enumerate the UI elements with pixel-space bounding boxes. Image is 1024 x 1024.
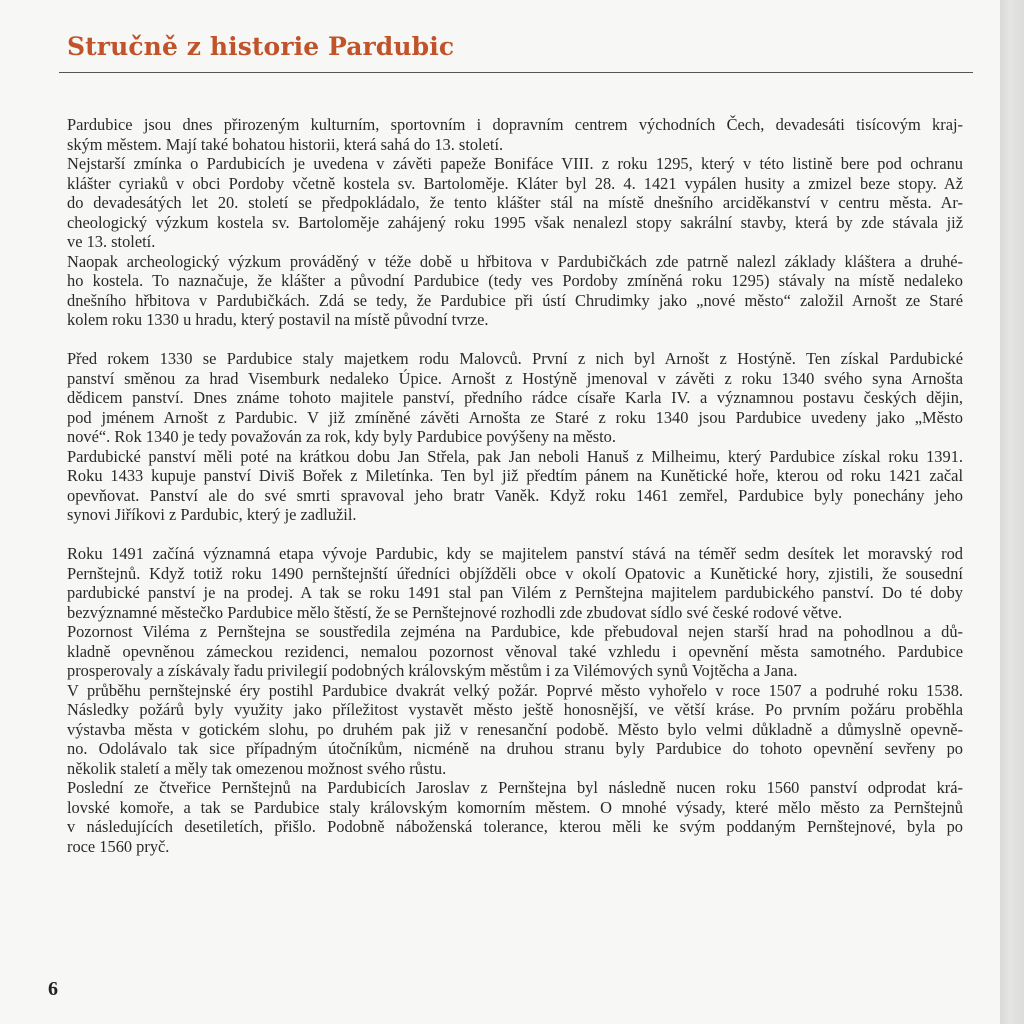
text-line: opevňovat. Panství ale do své smrti spravoval jeho bratr Vaněk. Když roku 1461 zemřel, Pardubice byly ponechány jeho (67, 485, 963, 505)
title-rule (59, 72, 973, 73)
text-line: Pardubice jsou dnes přirozeným kulturním, sportovním i dopravním centrem východních Čech, devadesáti tisícovým kraj- (67, 115, 963, 134)
text-line: nové“. Rok 1340 je tedy považován za rok, kdy byly Pardubice povýšeny na město. (67, 427, 616, 446)
paragraph-9 (67, 778, 963, 856)
text-line: ským městem. Mají také bohatou historii, která sahá do 13. století. (67, 134, 504, 154)
text-line: ve 13. století. (67, 232, 156, 251)
paragraph-3 (67, 252, 963, 330)
paragraph-1 (67, 115, 963, 154)
article-body (67, 115, 963, 856)
text-line: prosperovaly a získávaly řadu privilegií podobných královským městům i za Vilémových synů Vojtěcha a Jana. (67, 661, 798, 680)
paragraph-5 (67, 447, 963, 525)
text-line: v následujících desetiletích, přišlo. Podobně náboženská tolerance, kterou měli ke svým poddaným Pernštejnové, byla po (67, 817, 963, 836)
text-line: ho kostela. To naznačuje, že klášter a původní Pardubice (tedy ves Pordoby zmíněná roku 1295) stávaly na místě nedaleko (67, 271, 963, 290)
text-line: Pernštejnů. Když totiž roku 1490 pernštejnští úředníci objížděli obce v okolí Opatovic a Kunětické hory, zjistili, že sousední (67, 563, 963, 583)
text-line: panství směnou za hrad Visemburk nedaleko Úpice. Arnošt z Hostýně jmenoval v závěti z roku 1340 svého syna Arnošta (67, 368, 963, 388)
text-line: kolem roku 1330 u hradu, který postavil na místě původní tvrze. (67, 310, 489, 329)
text-line: Následky požárů byly využity jako příležitost vystavět město ještě honosnější, ve větší kráse. Po prvním požáru proběhla (67, 700, 963, 719)
text-line: Roku 1433 kupuje panství Diviš Bořek z Miletínka. Ten byl již předtím pánem na Kunětické hoře, kterou od roku 1421 začal (67, 466, 963, 485)
text-line: Roku 1491 začíná významná etapa vývoje Pardubic, kdy se majitelem panství stává na téměř sedm desítek let moravský rod (67, 544, 963, 563)
text-line: pardubické panství je na prodej. A tak se roku 1491 stal pan Vilém z Pernštejna majitelem pardubického panství. Do té doby (67, 583, 963, 602)
text-line: Pardubické panství měli poté na krátkou dobu Jan Střela, pak Jan neboli Hanuš z Milheimu, který Pardubice získal roku 1391. (67, 446, 963, 466)
paragraph-6 (67, 544, 963, 622)
paragraph-2 (67, 154, 963, 252)
text-line: klášter cyriaků v obci Pordoby včetně kostela sv. Bartoloměje. Kláter byl 28. 4. 1421 vypálen husity a zmizel beze stopy. Až (67, 173, 963, 193)
text-line: pod jménem Arnošt z Pardubic. V již zmíněné závěti Arnošta ze Staré z roku 1340 jsou Pardubice uvedeny jako „Město (67, 407, 963, 427)
text-line: několik staletí a měly tak omezenou možnost svého růstu. (67, 758, 447, 778)
paragraph-4 (67, 349, 963, 447)
text-line: do devadesátých let 20. století se předpokládalo, že tento klášter stál na místě dnešního arciděkanství v centru města. Ar- (67, 193, 963, 212)
page-title: Stručně z historie Pardubic (67, 32, 455, 61)
text-line: Naopak archeologický výzkum prováděný v téže době u hřbitova v Pardubičkách zde patrně nalezl základy kláštera a druhé- (67, 251, 963, 271)
text-line: dnešního hřbitova v Pardubičkách. Zdá se tedy, že Pardubice při ústí Chrudimky jako „nové město“ založil Arnošt ze Staré (67, 290, 963, 310)
paragraph-gap (67, 525, 963, 545)
paragraph-gap (67, 330, 963, 350)
book-page-edge (1000, 0, 1024, 1024)
text-line: roce 1560 pryč. (67, 836, 170, 856)
text-line: Před rokem 1330 se Pardubice staly majetkem rodu Malovců. První z nich byl Arnošt z Hostýně. Ten získal Pardubické (67, 349, 963, 368)
text-line: lovské komoře, a tak se Pardubice staly královským komorním městem. O mnohé výsady, které mělo město za Pernštejnů (67, 797, 963, 817)
text-line: V průběhu pernštejnské éry postihl Pardubice dvakrát velký požár. Poprvé město vyhořelo v roce 1507 a podruhé roku 1538. (67, 680, 963, 700)
text-line: bezvýznamné městečko Pardubice mělo štěstí, že se Pernštejnové rozhodli zde zbudovat sídlo své české rodové větve. (67, 602, 843, 622)
text-line: Nejstarší zmínka o Pardubicích je uvedena v závěti papeže Bonifáce VIII. z roku 1295, který v této listině bere pod ochranu (67, 154, 963, 173)
text-line: dědicem panství. Dnes známe tohoto majitele panství, předního rádce císaře Karla IV. a významnou postavu českých dějin, (67, 388, 963, 407)
page-number: 6 (48, 978, 58, 1000)
text-line: výstavba města v gotickém slohu, po druhém pak již v renesanční podobě. Město bylo velmi důkladně a důmyslně opevně- (67, 719, 963, 739)
paragraph-7 (67, 622, 963, 681)
text-line: kladně opevněnou zámeckou rezidenci, nemalou pozornost věnoval také vzhledu i opevnění města samotného. Pardubice (67, 641, 963, 661)
text-line: cheologický výzkum kostela sv. Bartoloměje zahájený roku 1995 však nenalezl stopy sakrální stavby, která by zde stávala již (67, 212, 963, 232)
text-line: Poslední ze čtveřice Pernštejnů na Pardubicích Jaroslav z Pernštejna byl následně nucen roku 1560 panství odprodat krá- (67, 778, 963, 797)
text-line: synovi Jiříkovi z Pardubic, který je zadlužil. (67, 505, 357, 524)
text-line: Pozornost Viléma z Pernštejna se soustředila zejména na Pardubice, kde přebudoval nejen starší hrad na pohodlnou a dů- (67, 622, 963, 641)
text-line: no. Odolávalo tak sice případným útočníkům, nicméně na druhou stranu byly Pardubice do tohoto opevnění sevřeny po (67, 739, 963, 758)
paragraph-8 (67, 681, 963, 779)
